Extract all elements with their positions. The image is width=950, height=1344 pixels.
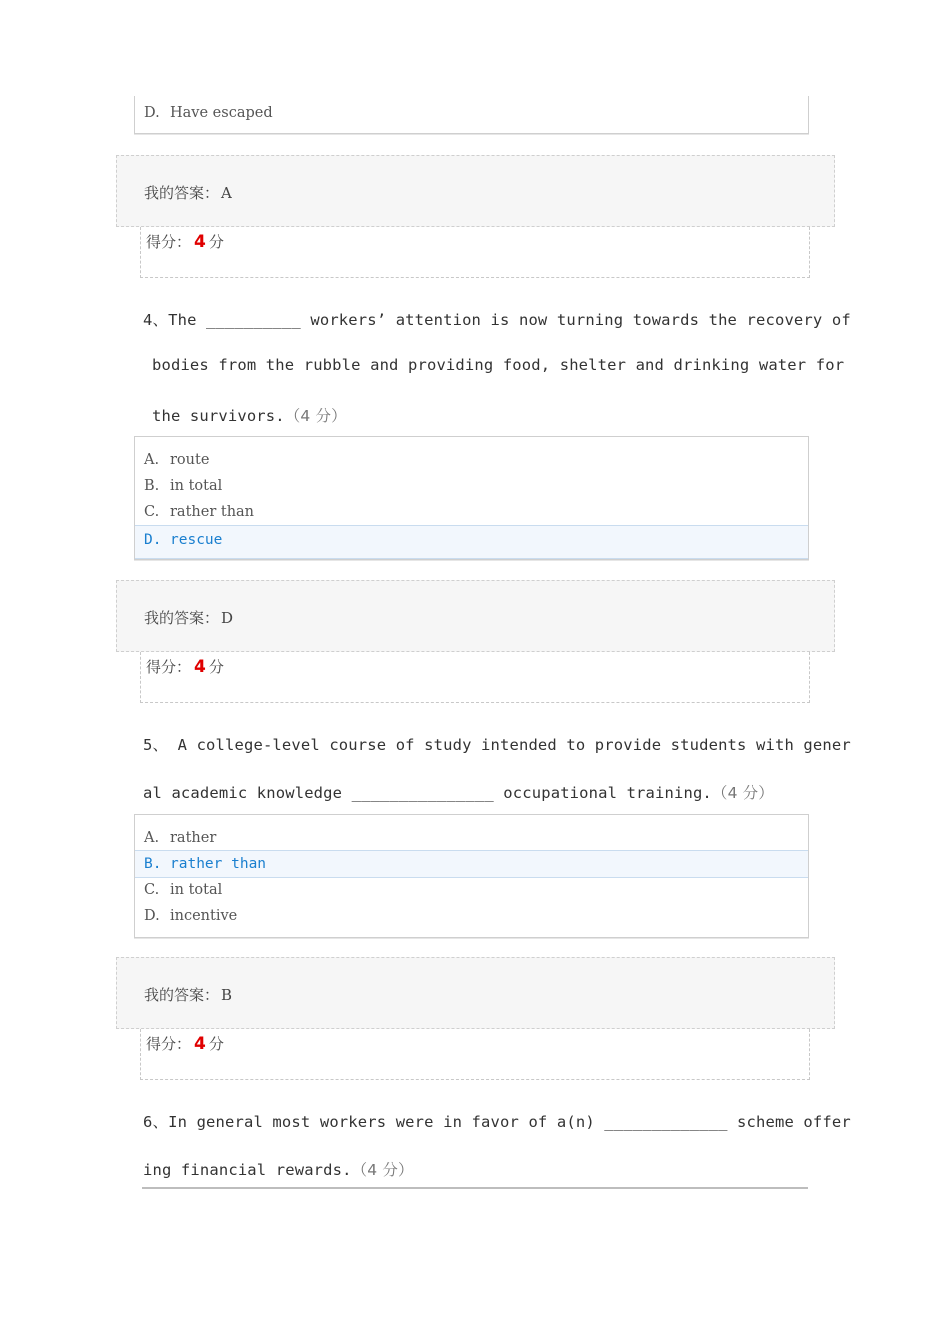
option-letter: B. bbox=[144, 856, 162, 872]
q6-line-1: 6、In general most workers were in favor of a(n) _____________ scheme offer bbox=[143, 1113, 851, 1131]
my-answer-text bbox=[144, 607, 233, 628]
q4-my-answer-panel bbox=[116, 580, 835, 652]
q3-options-box bbox=[134, 96, 809, 134]
my-answer-text bbox=[144, 984, 232, 1005]
option-text: in total bbox=[170, 882, 223, 898]
q3-my-answer-panel bbox=[116, 155, 835, 227]
question-points: （4 分） bbox=[711, 784, 774, 802]
score-text bbox=[146, 1033, 224, 1054]
score-value: 4 bbox=[194, 657, 206, 677]
my-answer-label: 我的答案： bbox=[144, 986, 220, 1004]
q5-my-answer-panel bbox=[116, 957, 835, 1029]
score-value: 4 bbox=[194, 232, 206, 252]
question-text: ing financial rewards. bbox=[143, 1161, 352, 1179]
q4-option-d-selected[interactable] bbox=[135, 525, 808, 559]
score-label: 得分： bbox=[146, 658, 192, 676]
score-label: 得分： bbox=[146, 233, 192, 251]
q5-line-2 bbox=[143, 781, 774, 803]
option-text: rather bbox=[170, 830, 217, 846]
q3-score-panel bbox=[140, 227, 810, 278]
score-text bbox=[146, 231, 224, 252]
question-points: （4 分） bbox=[351, 1161, 414, 1179]
q3-option-d[interactable] bbox=[135, 100, 808, 126]
my-answer-value: D bbox=[221, 609, 234, 627]
my-answer-label: 我的答案： bbox=[144, 184, 220, 202]
option-text: rather than bbox=[170, 856, 267, 872]
option-letter: A. bbox=[144, 830, 160, 846]
option-letter: D. bbox=[144, 105, 160, 121]
option-letter: A. bbox=[144, 452, 160, 468]
score-label: 得分： bbox=[146, 1035, 192, 1053]
option-letter: D. bbox=[144, 908, 160, 924]
score-value: 4 bbox=[194, 1034, 206, 1054]
my-answer-value: A bbox=[221, 184, 232, 202]
my-answer-value: B bbox=[221, 986, 233, 1004]
score-unit: 分 bbox=[208, 658, 224, 676]
option-letter: D. bbox=[144, 532, 162, 548]
option-text: rather than bbox=[170, 504, 255, 520]
q4-line-3 bbox=[152, 404, 347, 426]
q6-options-top-border bbox=[142, 1187, 808, 1189]
option-text: Have escaped bbox=[170, 105, 273, 121]
question-text: al academic knowledge _______________ occupational training. bbox=[143, 784, 712, 802]
q4-line-1: 4、The __________ workers’ attention is now turning towards the recovery of bbox=[143, 311, 851, 329]
option-letter: C. bbox=[144, 882, 160, 898]
q4-option-b[interactable] bbox=[135, 473, 808, 499]
q4-score-panel bbox=[140, 652, 810, 703]
q4-option-c[interactable] bbox=[135, 499, 808, 525]
score-unit: 分 bbox=[208, 1035, 224, 1053]
q4-line-2: bodies from the rubble and providing food, shelter and drinking water for bbox=[152, 356, 845, 374]
option-text: in total bbox=[170, 478, 223, 494]
my-answer-label: 我的答案： bbox=[144, 609, 220, 627]
option-letter: B. bbox=[144, 478, 160, 494]
score-unit: 分 bbox=[208, 233, 224, 251]
my-answer-text bbox=[144, 182, 232, 203]
q5-line-1: 5、 A college-level course of study intended to provide students with gener bbox=[143, 736, 851, 754]
q5-score-panel bbox=[140, 1029, 810, 1080]
q5-option-b-selected[interactable] bbox=[135, 850, 808, 878]
option-letter: C. bbox=[144, 504, 160, 520]
q6-line-2 bbox=[143, 1158, 414, 1180]
option-text: incentive bbox=[170, 908, 238, 924]
q5-option-d[interactable] bbox=[135, 903, 808, 929]
q5-option-a[interactable] bbox=[135, 825, 808, 851]
question-text: the survivors. bbox=[152, 407, 285, 425]
q4-option-a[interactable] bbox=[135, 447, 808, 473]
option-text: route bbox=[170, 452, 210, 468]
q5-option-c[interactable] bbox=[135, 877, 808, 903]
q5-options-box bbox=[134, 814, 809, 938]
question-points: （4 分） bbox=[284, 407, 347, 425]
score-text bbox=[146, 656, 224, 677]
q4-options-box bbox=[134, 436, 809, 560]
option-text: rescue bbox=[170, 532, 223, 548]
